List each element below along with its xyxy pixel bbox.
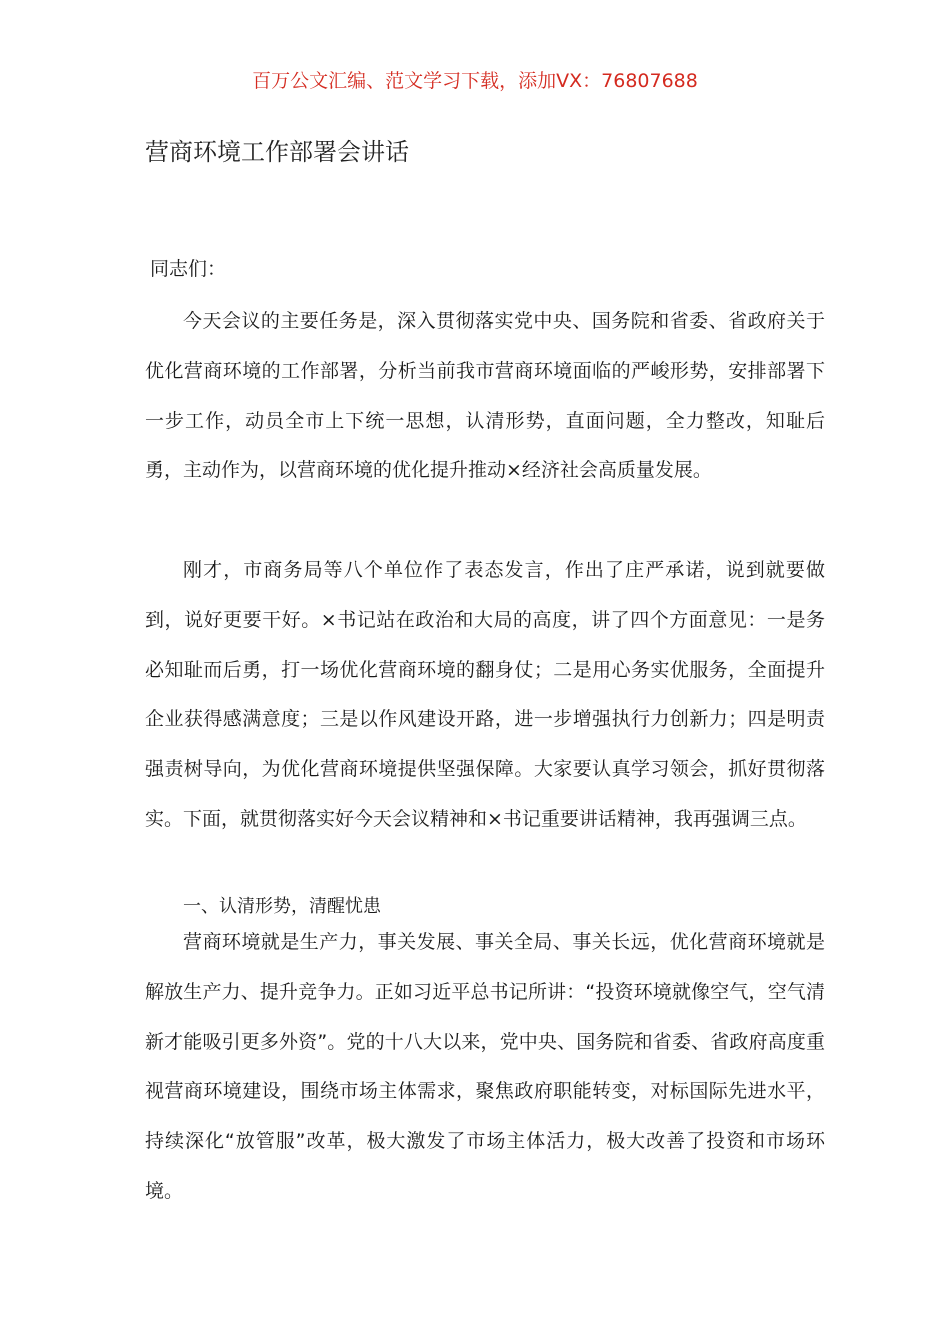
section-heading: 一、认清形势，清醒忧患: [183, 896, 381, 917]
document-title: 营商环境工作部署会讲话: [145, 138, 409, 166]
paragraph-section-one: 营商环境就是生产力，事关发展、事关全局、事关长远，优化营商环境就是解放生产力、提升竞争力。正如习近平总书记所讲：“投资环境就像空气，空气清新才能吸引更多外资”。党的十八大以来，党中央、国务院和省委、省政府高度重视营商环境建设，围绕市场主体需求，聚焦政府职能转变，对标国际先进水平，持续深化“放管服”改革，极大激发了市场主体活力，极大改善了投资和市场环境。: [145, 931, 825, 1202]
paragraph-summary: 刚才，市商务局等八个单位作了表态发言，作出了庄严承诺，说到就要做到，说好更要干好。×书记站在政治和大局的高度，讲了四个方面意见：一是务必知耻而后勇，打一场优化营商环境的翻身仗；二是用心务实优服务，全面提升企业获得感满意度；三是以作风建设开路，进一步增强执行力创新力；四是明责强责树导向，为优化营商环境提供坚强保障。大家要认真学习领会，抓好贯彻落实。下面，就贯彻落实好今天会议精神和×书记重要讲话精神，我再强调三点。: [145, 559, 825, 830]
salutation: 同志们：: [150, 258, 227, 280]
watermark-banner: 百万公文汇编、范文学习下载，添加VX：76807688: [252, 70, 698, 92]
paragraph-intro: 今天会议的主要任务是，深入贯彻落实党中央、国务院和省委、省政府关于优化营商环境的工作部署，分析当前我市营商环境面临的严峻形势，安排部署下一步工作，动员全市上下统一思想，认清形势，直面问题，全力整改，知耻后勇，主动作为，以营商环境的优化提升推动×经济社会高质量发展。: [145, 310, 825, 482]
